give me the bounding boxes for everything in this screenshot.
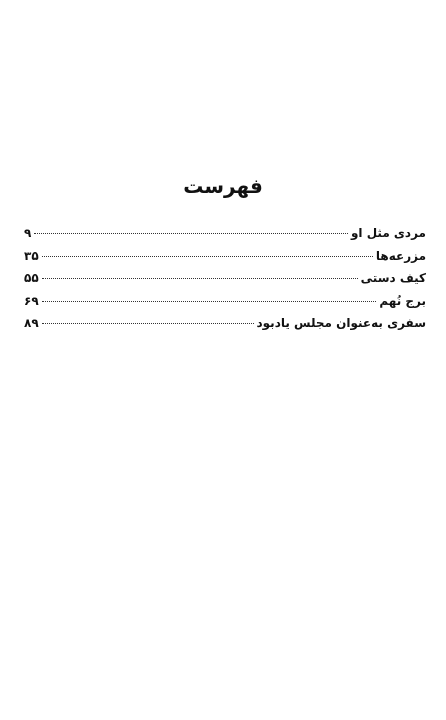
toc-entry-page: ۹: [24, 226, 32, 240]
toc-entry-page: ۸۹: [24, 316, 39, 330]
toc-entry-page: ۵۵: [24, 271, 39, 285]
toc-list: [24, 226, 426, 339]
toc-entry-page: ۳۵: [24, 248, 39, 263]
toc-entry-label: برج نُهم: [379, 293, 426, 308]
toc-entry: [24, 226, 426, 249]
toc-title: فهرست: [183, 174, 263, 198]
toc-entry: [24, 316, 426, 339]
toc-entry: [24, 271, 426, 294]
toc-entry-label: سفری به‌عنوان مجلس یادبود: [256, 316, 426, 330]
toc-entry-label: مردی مثل او: [350, 226, 426, 240]
toc-dot-leader: [42, 256, 373, 257]
toc-dot-leader: [42, 278, 358, 279]
toc-entry: [24, 249, 426, 272]
toc-dot-leader: [42, 323, 254, 324]
toc-entry-label: مزرعه‌ها: [375, 248, 426, 263]
toc-dot-leader: [42, 301, 377, 302]
toc-entry: [24, 294, 426, 317]
toc-entry-page: ۶۹: [24, 293, 39, 308]
toc-dot-leader: [34, 233, 348, 234]
toc-entry-label: کیف دستی: [360, 271, 426, 285]
